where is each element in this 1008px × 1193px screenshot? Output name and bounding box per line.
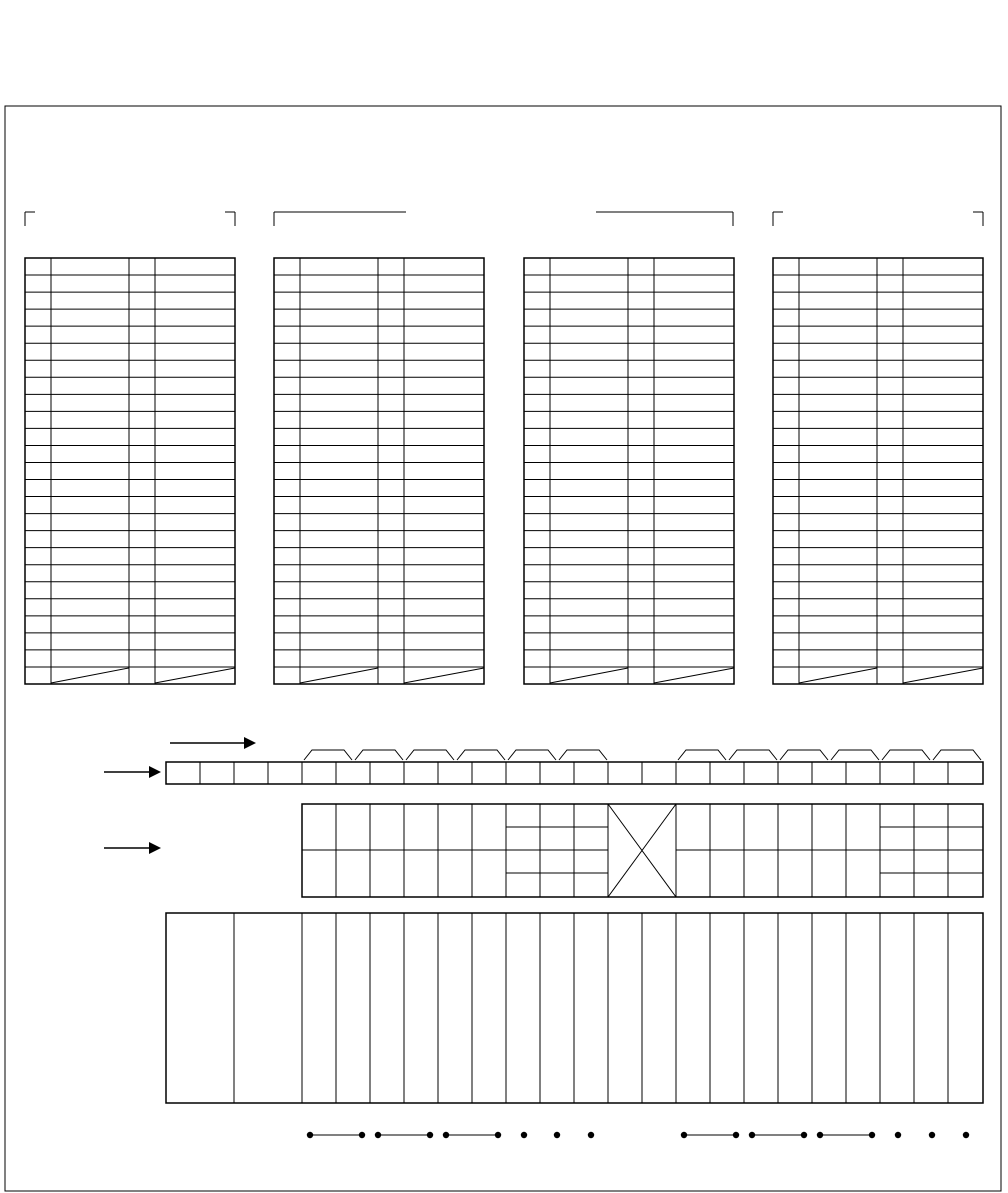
sequence-cap	[678, 750, 726, 760]
form-border	[5, 106, 1001, 1191]
connector-dot	[588, 1132, 594, 1138]
connector-dot	[733, 1132, 739, 1138]
sequence-cap	[304, 750, 352, 760]
arrow-sequence-head	[149, 766, 161, 778]
sequence-cap	[729, 750, 777, 760]
total-diagonal	[550, 668, 628, 683]
total-diagonal	[300, 668, 378, 683]
connector-dot	[359, 1132, 365, 1138]
sequence-row	[166, 750, 983, 784]
connector-dot	[443, 1132, 449, 1138]
table-frame	[773, 258, 983, 684]
total-diagonal	[654, 668, 734, 683]
detail-grid	[302, 804, 983, 897]
connector-dot	[554, 1132, 560, 1138]
connector-dot	[817, 1132, 823, 1138]
connector-dot	[307, 1132, 313, 1138]
register-table	[524, 258, 734, 684]
summary-block	[166, 913, 983, 1103]
register-table	[773, 258, 983, 684]
connector-dot	[495, 1132, 501, 1138]
sequence-cap	[406, 750, 454, 760]
total-diagonal	[903, 668, 983, 683]
table-frame	[274, 258, 484, 684]
sequence-cap	[933, 750, 981, 760]
sequence-cap	[508, 750, 556, 760]
connector-dot	[427, 1132, 433, 1138]
connector-dot	[963, 1132, 969, 1138]
table-brackets	[25, 212, 983, 226]
sequence-cap	[831, 750, 879, 760]
sequence-cap	[780, 750, 828, 760]
sequence-cap	[882, 750, 930, 760]
connector-dot	[895, 1132, 901, 1138]
sequence-cap	[355, 750, 403, 760]
total-diagonal	[404, 668, 484, 683]
table-frame	[524, 258, 734, 684]
total-diagonal	[51, 668, 129, 683]
arrow-detail-head	[149, 842, 161, 854]
sequence-cap	[457, 750, 505, 760]
arrow-top-head	[244, 737, 256, 749]
register-table	[25, 258, 235, 684]
connector-dot	[521, 1132, 527, 1138]
connector-dot	[375, 1132, 381, 1138]
total-diagonal	[155, 668, 235, 683]
table-frame	[25, 258, 235, 684]
connector-dot	[681, 1132, 687, 1138]
connector-dot	[749, 1132, 755, 1138]
register-table	[274, 258, 484, 684]
sequence-cap	[559, 750, 607, 760]
connector-dot	[801, 1132, 807, 1138]
connector-dot	[929, 1132, 935, 1138]
connector-dot	[869, 1132, 875, 1138]
register-tables	[25, 258, 983, 684]
arrows	[104, 737, 256, 854]
connector-dots	[307, 1132, 969, 1138]
total-diagonal	[799, 668, 877, 683]
